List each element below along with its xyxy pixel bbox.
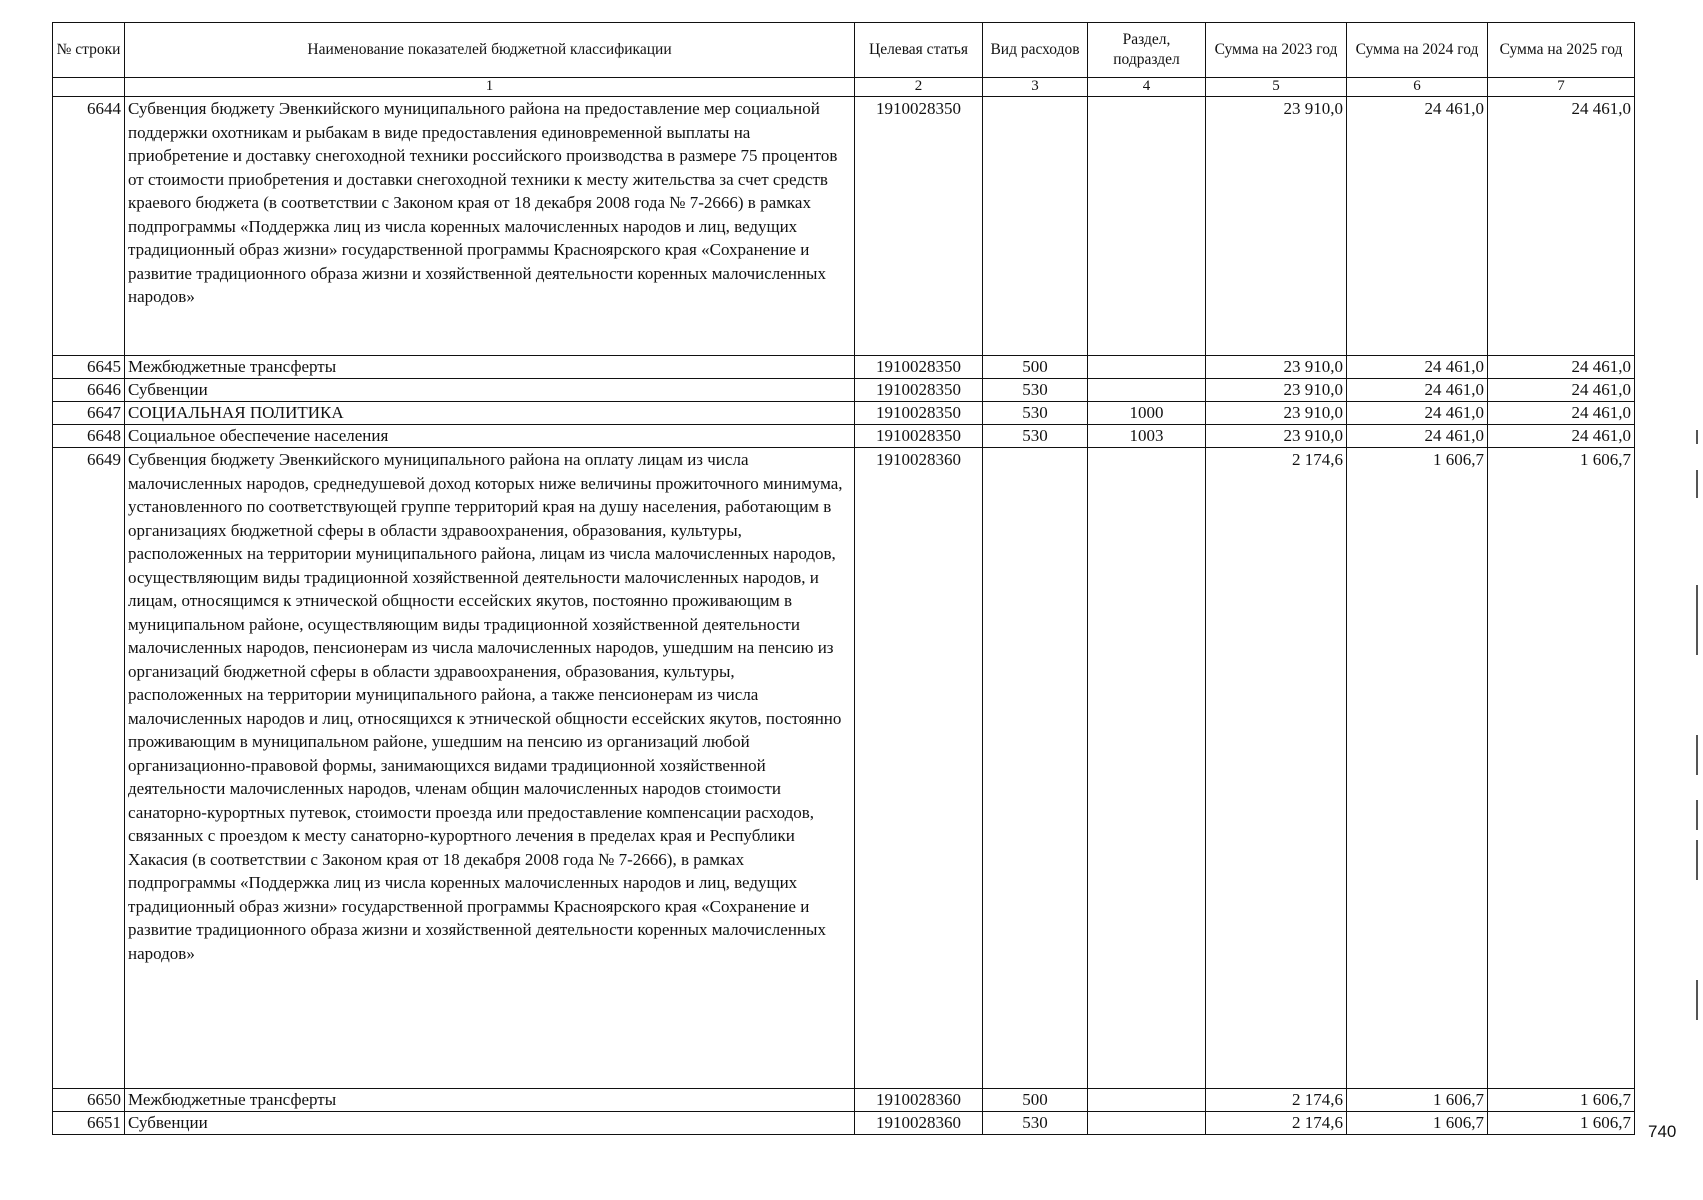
row-section <box>1088 1089 1206 1112</box>
column-number-row <box>53 78 1635 97</box>
column-number: 2 <box>855 78 983 97</box>
row-expense-kind: 530 <box>983 1112 1088 1135</box>
scan-edge-mark <box>1696 800 1698 830</box>
row-sum-2024: 24 461,0 <box>1347 356 1488 379</box>
header-section: Раздел, подраздел <box>1088 23 1206 78</box>
table-row <box>53 97 1635 356</box>
row-sum-2025: 24 461,0 <box>1488 379 1635 402</box>
header-target-article: Целевая статья <box>855 23 983 78</box>
row-number: 6646 <box>53 379 125 402</box>
scan-edge-mark <box>1696 735 1698 775</box>
row-number: 6649 <box>53 448 125 1089</box>
row-expense-kind: 530 <box>983 379 1088 402</box>
column-number: 4 <box>1088 78 1206 97</box>
column-number: 6 <box>1347 78 1488 97</box>
row-sum-2025: 1 606,7 <box>1488 1089 1635 1112</box>
row-sum-2025: 24 461,0 <box>1488 402 1635 425</box>
row-sum-2024: 24 461,0 <box>1347 425 1488 448</box>
column-number <box>53 78 125 97</box>
row-sum-2024: 1 606,7 <box>1347 448 1488 1089</box>
row-sum-2023: 23 910,0 <box>1206 356 1347 379</box>
row-sum-2025: 24 461,0 <box>1488 425 1635 448</box>
row-number: 6645 <box>53 356 125 379</box>
row-expense-kind: 500 <box>983 356 1088 379</box>
row-section <box>1088 356 1206 379</box>
row-number: 6647 <box>53 402 125 425</box>
scan-edge-mark <box>1696 840 1698 880</box>
row-section <box>1088 379 1206 402</box>
row-expense-kind: 530 <box>983 425 1088 448</box>
row-sum-2025: 24 461,0 <box>1488 97 1635 356</box>
row-section <box>1088 97 1206 356</box>
row-section: 1003 <box>1088 425 1206 448</box>
row-sum-2023: 23 910,0 <box>1206 379 1347 402</box>
table-row <box>53 402 1635 425</box>
row-sum-2024: 1 606,7 <box>1347 1112 1488 1135</box>
header-sum-2025: Сумма на 2025 год <box>1488 23 1635 78</box>
table-row <box>53 425 1635 448</box>
row-name: Субвенции <box>125 1112 855 1135</box>
row-sum-2024: 24 461,0 <box>1347 379 1488 402</box>
table-row <box>53 356 1635 379</box>
row-sum-2024: 24 461,0 <box>1347 97 1488 356</box>
header-row <box>53 23 1635 78</box>
table-row <box>53 448 1635 1089</box>
scan-edge-mark <box>1696 470 1698 498</box>
row-section <box>1088 448 1206 1089</box>
row-sum-2023: 2 174,6 <box>1206 1112 1347 1135</box>
row-sum-2024: 1 606,7 <box>1347 1089 1488 1112</box>
scan-edge-mark <box>1696 585 1698 655</box>
table-row <box>53 1089 1635 1112</box>
row-number: 6648 <box>53 425 125 448</box>
scan-edge-mark <box>1696 980 1698 1020</box>
row-section <box>1088 1112 1206 1135</box>
row-name: Социальное обеспечение населения <box>125 425 855 448</box>
row-number: 6644 <box>53 97 125 356</box>
row-sum-2025: 24 461,0 <box>1488 356 1635 379</box>
row-target-article: 1910028350 <box>855 97 983 356</box>
row-expense-kind <box>983 448 1088 1089</box>
row-sum-2024: 24 461,0 <box>1347 402 1488 425</box>
header-sum-2024: Сумма на 2024 год <box>1347 23 1488 78</box>
row-target-article: 1910028360 <box>855 1089 983 1112</box>
table-row <box>53 379 1635 402</box>
row-target-article: 1910028350 <box>855 356 983 379</box>
row-name: СОЦИАЛЬНАЯ ПОЛИТИКА <box>125 402 855 425</box>
column-number: 1 <box>125 78 855 97</box>
row-expense-kind <box>983 97 1088 356</box>
row-target-article: 1910028350 <box>855 425 983 448</box>
column-number: 3 <box>983 78 1088 97</box>
budget-table <box>52 22 1635 1135</box>
row-section: 1000 <box>1088 402 1206 425</box>
column-number: 7 <box>1488 78 1635 97</box>
row-expense-kind: 500 <box>983 1089 1088 1112</box>
row-name: Субвенция бюджету Эвенкийского муниципального района на оплату лицам из числа малочисленных народов, среднедушевой доход которых ниже величины прожиточного минимума, установленного по соответствующей группе территорий края на душу населения, работающим в организациях бюджетной сферы в области здравоохранения, образования, культуры, расположенных на территории муниципального района, лицам из числа малочисленных народов, осуществляющим виды традиционной хозяйственной деятельности малочисленных народов, и лицам, относящимся к этнической общности ессейских якутов, постоянно проживающим в муниципальном районе, осуществляющим виды традиционной хозяйственной деятельности малочисленных народов, пенсионерам из числа малочисленных народов, ушедшим на пенсию из организаций бюджетной сферы в области здравоохранения, образования, культуры, расположенных на территории муниципального района, а также пенсионерам из числа малочисленных народов и лиц, относящихся к этнической общности ессейских якутов, постоянно проживающим в муниципальном районе, ушедшим на пенсию из организаций любой организационно-правовой формы, занимающихся видами традиционной хозяйственной деятельности малочисленных народов, членам общин малочисленных народов стоимости санаторно-курортных путевок, стоимости проезда или предоставление компенсации расходов, связанных с проездом к месту санаторно-курортного лечения в пределах края и Республики Хакасия (в соответствии с Законом края от 18 декабря 2008 года № 7-2666), в рамках подпрограммы «Поддержка лиц из числа коренных малочисленных народов и лиц, ведущих традиционный образ жизни» государственной программы Красноярского края «Сохранение и развитие традиционного образа жизни и хозяйственной деятельности коренных малочисленных народов» <box>125 448 855 1089</box>
row-sum-2023: 23 910,0 <box>1206 425 1347 448</box>
row-name: Субвенция бюджету Эвенкийского муниципального района на предоставление мер социальной поддержки охотникам и рыбакам в виде предоставления единовременной выплаты на приобретение и доставку снегоходной техники российского производства в размере 75 процентов от стоимости приобретения и доставки снегоходной техники к месту жительства за счет средств краевого бюджета (в соответствии с Законом края от 18 декабря 2008 года № 7-2666) в рамках подпрограммы «Поддержка лиц из числа коренных малочисленных народов и лиц, ведущих традиционный образ жизни» государственной программы Красноярского края «Сохранение и развитие традиционного образа жизни и хозяйственной деятельности коренных малочисленных народов» <box>125 97 855 356</box>
row-sum-2023: 2 174,6 <box>1206 1089 1347 1112</box>
table-row <box>53 1112 1635 1135</box>
row-sum-2023: 23 910,0 <box>1206 402 1347 425</box>
row-name: Субвенции <box>125 379 855 402</box>
row-name: Межбюджетные трансферты <box>125 1089 855 1112</box>
row-target-article: 1910028360 <box>855 1112 983 1135</box>
row-number: 6651 <box>53 1112 125 1135</box>
row-sum-2025: 1 606,7 <box>1488 1112 1635 1135</box>
row-number: 6650 <box>53 1089 125 1112</box>
row-target-article: 1910028350 <box>855 379 983 402</box>
row-sum-2023: 23 910,0 <box>1206 97 1347 356</box>
scan-edge-mark <box>1696 430 1698 444</box>
row-expense-kind: 530 <box>983 402 1088 425</box>
row-sum-2025: 1 606,7 <box>1488 448 1635 1089</box>
row-name: Межбюджетные трансферты <box>125 356 855 379</box>
row-target-article: 1910028350 <box>855 402 983 425</box>
row-sum-2023: 2 174,6 <box>1206 448 1347 1089</box>
header-row-no: № строки <box>53 23 125 78</box>
header-expense-kind: Вид расходов <box>983 23 1088 78</box>
header-sum-2023: Сумма на 2023 год <box>1206 23 1347 78</box>
row-target-article: 1910028360 <box>855 448 983 1089</box>
page-number: 740 <box>1648 1122 1677 1141</box>
header-name: Наименование показателей бюджетной классификации <box>125 23 855 78</box>
column-number: 5 <box>1206 78 1347 97</box>
